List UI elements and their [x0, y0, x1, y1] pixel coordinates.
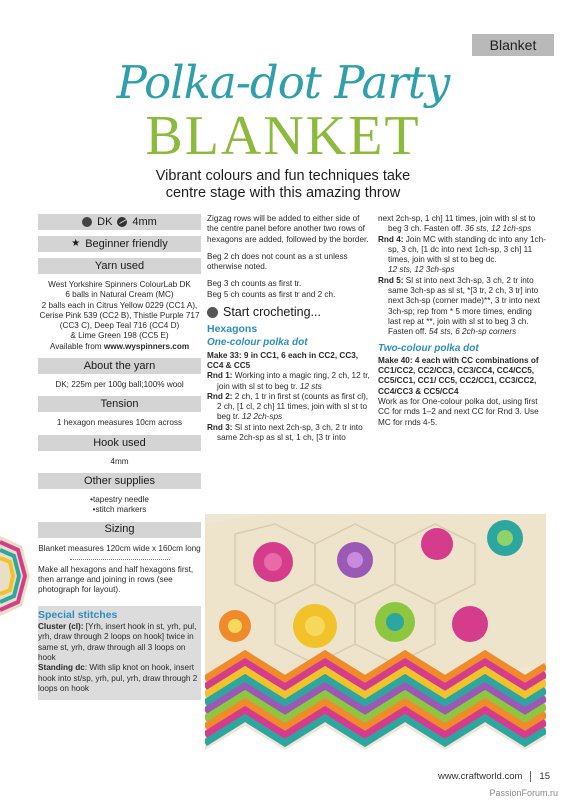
- list-item: • tapestry needle: [38, 495, 201, 505]
- cluster-text: [Yrh, insert hook in st, yrh, pul, yrh, draw through 2 loops on hook] twice in same st, yrh, draw through all 3 loops on hook: [38, 622, 197, 662]
- rnd-text: Working into a magic ring, 2 ch, 12 tr, join with sl st to beg tr.: [217, 371, 370, 391]
- pattern-column-3: [378, 214, 546, 435]
- blanket-photo: [205, 514, 546, 774]
- assembly-note: Make all hexagons and half hexagons first, then arrange and joining in rows (see photograph for layout).: [38, 564, 194, 595]
- stitch-count: 54 sts, 6 2ch-sp corners: [428, 327, 517, 337]
- footer-site[interactable]: www.craftworld.com: [437, 771, 523, 782]
- rnd-label: Rnd 5:: [378, 275, 404, 285]
- hook-label: 4mm: [132, 215, 157, 228]
- about-yarn-text: DK; 225m per 100g ball;100% wool: [55, 380, 184, 390]
- special-stitches-box: [38, 606, 201, 700]
- rnd-text: 2 ch, 1 tr in first st (counts as first cl), 2 ch, [1 cl, 2 ch] 11 times, join with sl st to beg tr.: [217, 391, 369, 422]
- rnd-4: [378, 235, 546, 276]
- stitch-count: 36 sts, 12 1ch-sps: [464, 224, 532, 234]
- rnd-text: Sl st into next 3ch-sp, 3 ch, 2 tr into same 3ch-sp as sl st, *[3 tr, 2 ch, 3 tr] into next 3ch-sp (corner made)**, 3 tr into next 3ch-sp; rep from * 5 more times, ending last rep at **, join with sl st to beg 3 ch. Fasten off.: [388, 275, 540, 337]
- make-40-text: Make 40: 4 each with CC combinations of CC1/CC2, CC2/CC3, CC3/CC4, CC4/CC5, CC5/CC1, CC1/ CC5, CC2/CC1, CC3/CC2, CC4/CC3 & CC5/CC4: [378, 355, 539, 396]
- tension-heading: Tension: [38, 396, 201, 412]
- stitch-count: 12 sts: [299, 381, 322, 391]
- work-as-note: Work as for One-colour polka dot, using first CC for rnds 1–2 and next CC for Rnd 3. Use MC for rnds 4-5.: [378, 397, 539, 427]
- standing-term: Standing dc: [38, 663, 85, 673]
- subtitle-line2: centre stage with this amazing throw: [165, 185, 401, 201]
- page-number: 15: [539, 771, 550, 782]
- make-33: [207, 351, 372, 372]
- cluster-definition: [38, 622, 201, 663]
- availability-prefix: Available from: [49, 341, 104, 351]
- start-heading-text: Start crocheting...: [223, 305, 321, 320]
- sizing-text: Blanket measures 120cm wide x 160cm long: [38, 543, 201, 553]
- start-crocheting-heading: [207, 307, 372, 318]
- yarn-line: Cerise Pink 539 (CC2 B), Thistle Purple 717: [39, 310, 200, 320]
- rnd-label: Rnd 3:: [207, 422, 233, 432]
- rnd-2: [207, 392, 372, 423]
- yarn-ball-icon: [82, 217, 92, 227]
- intro-paragraph: Zigzag rows will be added to either side of the centre panel before another two rows of hexagons are added, followed by the border.: [207, 214, 369, 244]
- rnd-1: [207, 371, 372, 392]
- level-pill: [38, 236, 201, 252]
- divider: [530, 771, 531, 782]
- about-yarn-heading: About the yarn: [38, 358, 201, 374]
- yarn-used-heading: Yarn used: [38, 258, 201, 274]
- list-item: • stitch markers: [38, 505, 201, 515]
- rnd-3: [207, 423, 372, 444]
- yarn-line: (CC3 C), Deep Teal 716 (CC4 D): [59, 321, 180, 331]
- note-beg2ch: Beg 2 ch does not count as a st unless otherwise noted.: [207, 251, 348, 272]
- rnd-label: Rnd 2:: [207, 391, 233, 401]
- hook-icon: [117, 217, 127, 227]
- note-beg3ch: Beg 3 ch counts as first tr.: [207, 279, 302, 289]
- hexagons-heading: Hexagons: [207, 323, 258, 336]
- yarn-line: & Lime Green 198 (CC5 E): [70, 331, 169, 341]
- rnd-text: Sl st into next 2ch-sp, 3 ch, 2 tr into same 2ch-sp as sl st, 1 ch, [3 tr into: [217, 422, 363, 443]
- yarn-line: 2 balls each in Citrus Yellow 0229 (CC1 A),: [41, 300, 198, 310]
- cluster-term: Cluster (cl):: [38, 622, 84, 632]
- page-title-line2: BLANKET: [145, 105, 421, 167]
- sizing-heading: Sizing: [38, 522, 201, 538]
- yarn-availability: [38, 342, 201, 352]
- rnd-label: Rnd 4:: [378, 234, 404, 244]
- rnd-5: [378, 276, 546, 338]
- blanket-edge-photo: [0, 536, 30, 616]
- rnd-label: Rnd 1:: [207, 371, 233, 381]
- supplies-list: [38, 495, 201, 516]
- yarn-used-text: [38, 280, 201, 352]
- rnd-3-continued: [378, 214, 546, 235]
- hook-used-heading: Hook used: [38, 435, 201, 451]
- yarn-line: 6 balls in Natural Cream (MC): [65, 290, 174, 300]
- supplier-link[interactable]: www.wyspinners.com: [103, 341, 190, 351]
- divider: [70, 559, 170, 560]
- level-label: Beginner friendly: [85, 237, 168, 250]
- stitch-count: 12 2ch-sps: [242, 412, 283, 422]
- one-colour-heading: One-colour polka dot: [207, 337, 308, 349]
- pattern-column-2: [207, 214, 372, 443]
- tension-text: 1 hexagon measures 10cm across: [56, 418, 183, 428]
- subtitle-line1: Vibrant colours and fun techniques take: [155, 168, 411, 184]
- star-icon: ★: [71, 237, 81, 249]
- subtitle: [120, 168, 446, 202]
- stitch-count: 12 sts, 12 3ch-sps: [388, 265, 455, 275]
- make-40: [378, 356, 546, 397]
- special-stitches-heading: Special stitches: [38, 608, 118, 621]
- other-supplies-heading: Other supplies: [38, 473, 201, 489]
- standing-dc-definition: [38, 663, 201, 694]
- hook-used-text: 4mm: [110, 456, 129, 466]
- page-footer: [438, 771, 550, 782]
- standing-text: : With slip knot on hook, insert hook into st/sp, yrh, pul, yrh, draw through 2 loops on hook: [38, 663, 198, 693]
- watermark: PassionForum.ru: [489, 788, 558, 798]
- rnd-text: next 2ch-sp, 1 ch] 11 times, join with sl st to beg 3 ch. Fasten off.: [378, 214, 536, 234]
- hook-icon: [207, 307, 218, 318]
- page-title-line1: Polka-dot Party: [116, 56, 450, 109]
- make-33-text: Make 33: 9 in CC1, 6 each in CC2, CC3, CC4 & CC5: [207, 350, 359, 370]
- weight-hook-pill: [38, 214, 201, 230]
- weight-label: DK: [97, 215, 113, 228]
- two-colour-heading: Two-colour polka dot: [378, 342, 479, 354]
- yarn-line: West Yorkshire Spinners ColourLab DK: [48, 280, 191, 289]
- note-beg5ch: Beg 5 ch counts as first tr and 2 ch.: [207, 289, 336, 299]
- pattern-info-sidebar: [38, 214, 201, 700]
- rnd-text: Join MC with standing dc into any 1ch-sp, 3 ch, [1 dc into next 1ch-sp, 3 ch] 11 times, join with sl st to beg dc.: [388, 234, 546, 265]
- section-tag: Blanket: [472, 34, 554, 56]
